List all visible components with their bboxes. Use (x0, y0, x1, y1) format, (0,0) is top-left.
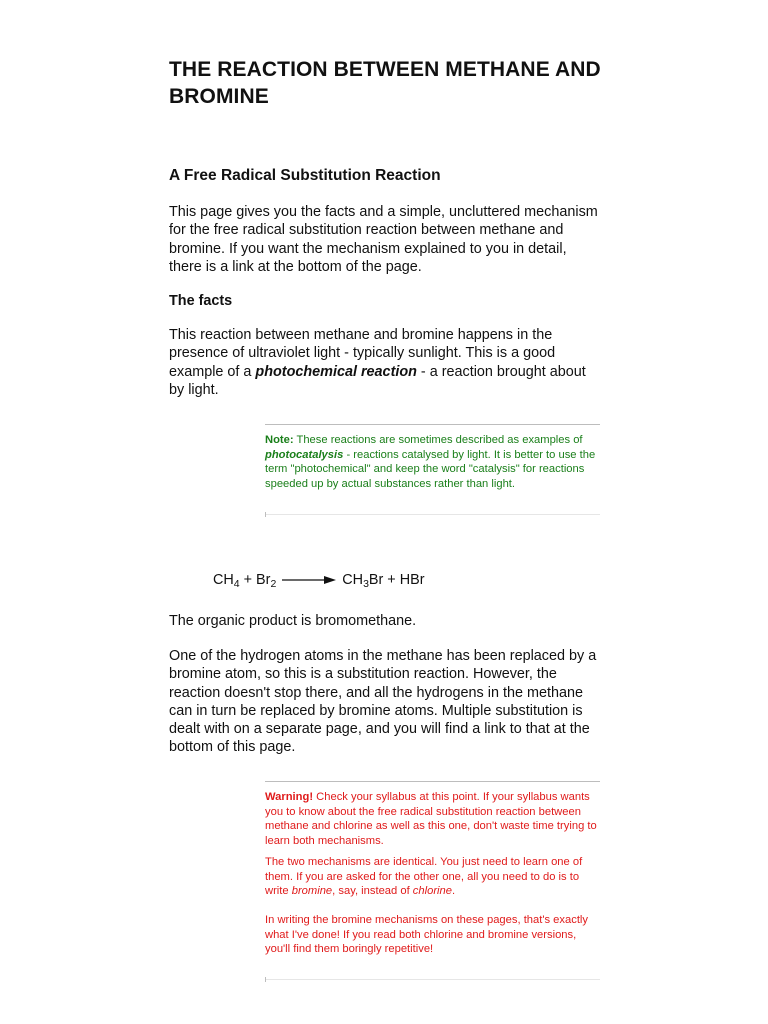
facts-paragraph: This reaction between methane and bromine happens in the presence of ultraviolet light - typically sunlight. This is a good example of a photochemical reaction - a reaction brought about by light. (169, 327, 586, 398)
product-hbr: HBr (399, 572, 425, 588)
warning-text-2: The two mechanisms are identical. You just need to learn one of them. If you are asked for the other one, all you need to do is to write bromine, say, instead of chlorine. (265, 855, 583, 898)
reactant-bromine: $Br_2$ (256, 572, 277, 590)
note-label: Note: (265, 434, 294, 446)
warning-text-1: Warning! Check your syllabus at this point. If your syllabus wants you to know about the free radical substitution reaction between methane and chlorine as well as this one, don't waste time trying to learn both mechanisms. (265, 791, 597, 848)
note-divider-tick (265, 512, 266, 517)
photochemical-term: photochemical reaction (255, 363, 417, 380)
note-box (265, 424, 600, 515)
warning-divider-tick (265, 977, 266, 982)
product-bromomethane: $CH_3Br$ (342, 572, 384, 590)
reaction-equation: $CH_4 + Br_2$ $CH_3Br$ + HBr (213, 572, 425, 590)
substitution-paragraph: One of the hydrogen atoms in the methane has been replaced by a bromine atom, so this is a substitution reaction. However, the reaction doesn't stop there, and all the hydrogens in the methane can in turn be replaced by bromine atoms. Multiple substitution is dealt with on a separate page, and you will find a link to that at the bottom of this page. (169, 648, 597, 756)
facts-heading: The facts (169, 293, 233, 309)
section-subtitle: A Free Radical Substitution Reaction (169, 167, 441, 184)
warning-text-3: In writing the bromine mechanisms on these pages, that's exactly what I've done! If you read both chlorine and bromine versions, you'll find them boringly repetitive! (265, 913, 589, 956)
intro-paragraph: This page gives you the facts and a simple, uncluttered mechanism for the free radical substitution reaction between methane and bromine. If you want the mechanism explained to you in detail, there is a link at the bottom of the page. (169, 204, 598, 275)
warning-box (265, 781, 600, 980)
reactant-methane: $CH_4$ (213, 572, 240, 590)
product-paragraph: The organic product is bromomethane. (169, 613, 417, 629)
warning-label: Warning! (265, 791, 314, 803)
note-text: Note: These reactions are sometimes described as examples of photocatalysis - reactions catalysed by light. It is better to use the term "photochemical" and keep the word "catalysis" for reactions speeded up by actual substances rather than light. (265, 434, 596, 491)
photocatalysis-term: photocatalysis (265, 448, 344, 461)
page-title: THE REACTION BETWEEN METHANE AND BROMINE (169, 58, 601, 108)
reaction-arrow-icon (282, 575, 336, 585)
